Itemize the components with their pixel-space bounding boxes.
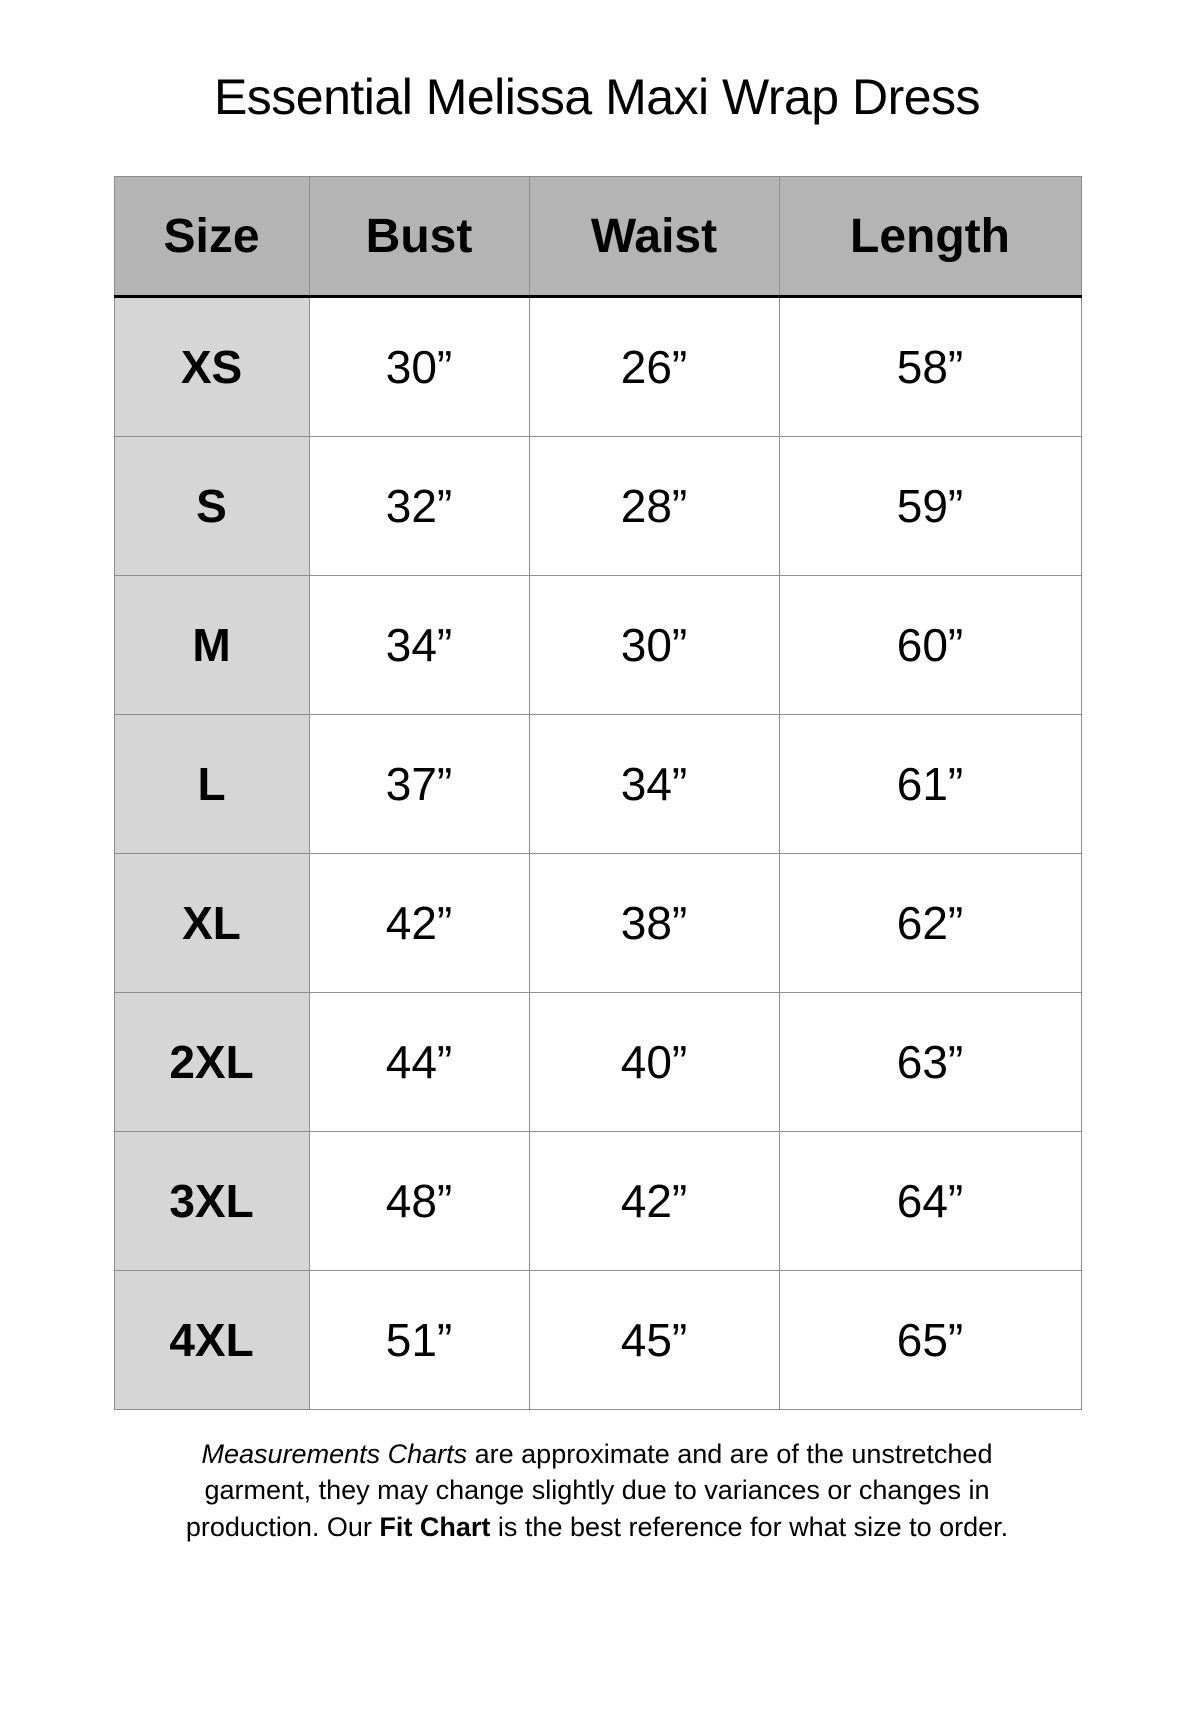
cell-waist: 26” [529, 297, 779, 437]
cell-length: 60” [779, 576, 1081, 715]
cell-waist: 28” [529, 437, 779, 576]
note-text-part-1: are approximate and are of the unstretched garment, they may change slightly due to variances or changes in production. Our [185, 1439, 993, 1542]
cell-length: 59” [779, 437, 1081, 576]
page-title: Essential Melissa Maxi Wrap Dress [213, 69, 981, 125]
cell-waist: 42” [529, 1132, 779, 1271]
cell-waist: 34” [529, 715, 779, 854]
cell-waist: 40” [529, 993, 779, 1132]
cell-waist: 38” [529, 854, 779, 993]
column-header-bust: Bust [309, 177, 529, 297]
column-header-waist: Waist [529, 177, 779, 297]
table-row [114, 297, 1081, 437]
cell-size: 4XL [114, 1271, 309, 1410]
table-row [114, 993, 1081, 1132]
table-row [114, 576, 1081, 715]
cell-bust: 42” [309, 854, 529, 993]
cell-waist: 45” [529, 1271, 779, 1410]
cell-bust: 51” [309, 1271, 529, 1410]
disclaimer-note [147, 1410, 1047, 1545]
size-chart-table [114, 176, 1082, 1410]
note-text-part-2: is the best reference for what size to order. [490, 1511, 1009, 1542]
cell-length: 58” [779, 297, 1081, 437]
table-row [114, 854, 1081, 993]
note-emphasis-fit-chart: Fit Chart [379, 1511, 491, 1542]
note-emphasis-measurements-charts: Measurements Charts [201, 1439, 468, 1469]
cell-waist: 30” [529, 576, 779, 715]
size-chart-table-container [114, 126, 1081, 1410]
cell-size: 2XL [114, 993, 309, 1132]
cell-size: 3XL [114, 1132, 309, 1271]
cell-length: 64” [779, 1132, 1081, 1271]
cell-length: 65” [779, 1271, 1081, 1410]
table-header [114, 177, 1081, 297]
cell-length: 63” [779, 993, 1081, 1132]
cell-length: 62” [779, 854, 1081, 993]
cell-size: M [114, 576, 309, 715]
cell-size: XS [114, 297, 309, 437]
column-header-size: Size [114, 177, 309, 297]
table-row [114, 1132, 1081, 1271]
table-header-row [114, 177, 1081, 297]
cell-bust: 44” [309, 993, 529, 1132]
cell-size: XL [114, 854, 309, 993]
cell-bust: 34” [309, 576, 529, 715]
cell-bust: 30” [309, 297, 529, 437]
table-row [114, 437, 1081, 576]
cell-length: 61” [779, 715, 1081, 854]
table-row [114, 715, 1081, 854]
cell-bust: 37” [309, 715, 529, 854]
table-body [114, 297, 1081, 1410]
column-header-length: Length [779, 177, 1081, 297]
cell-bust: 48” [309, 1132, 529, 1271]
cell-bust: 32” [309, 437, 529, 576]
table-row [114, 1271, 1081, 1410]
cell-size: S [114, 437, 309, 576]
cell-size: L [114, 715, 309, 854]
